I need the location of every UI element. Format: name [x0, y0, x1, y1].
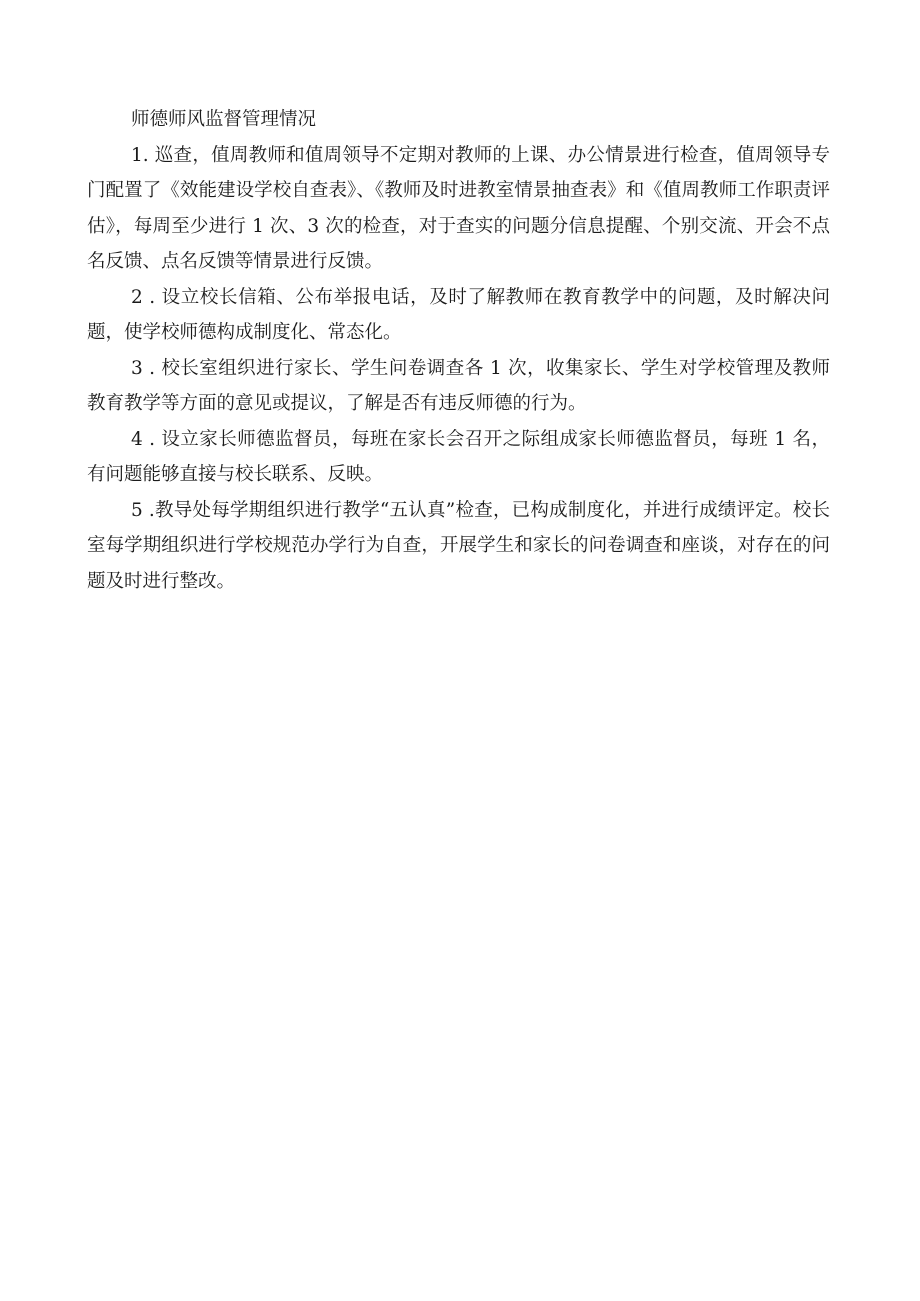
paragraph-5: 5 .教导处每学期组织进行教学“五认真”检查，已构成制度化，并进行成绩评定。校长室每学期组织进行学校规范办学行为自查，开展学生和家长的问卷调查和座谈，对存在的问题及时进行整改。: [87, 499, 830, 592]
paragraph-3: 3 . 校长室组织进行家长、学生问卷调查各 1 次，收集家长、学生对学校管理及教师教育教学等方面的意见或提议，了解是否有违反师德的行为。: [87, 357, 830, 414]
paragraph-1: 1. 巡查，值周教师和值周领导不定期对教师的上课、办公情景进行检查，值周领导专门配置了《效能建设学校自查表》、《教师及时进教室情景抽查表》和《值周教师工作职责评估》，每周至少进行 1 次、3 次的检查，对于查实的问题分信息提醒、个别交流、开会不点名反馈、点名反馈等情景进行反馈。: [87, 144, 830, 272]
paragraph-4: 4 . 设立家长师德监督员，每班在家长会召开之际组成家长师德监督员，每班 1 名，有问题能够直接与校长联系、反映。: [87, 428, 830, 485]
paragraph-2: 2 . 设立校长信箱、公布举报电话，及时了解教师在教育教学中的问题，及时解决问题，使学校师德构成制度化、常态化。: [87, 286, 830, 343]
document-page: [87, 102, 830, 599]
document-title: 师德师风监督管理情况: [131, 109, 317, 130]
